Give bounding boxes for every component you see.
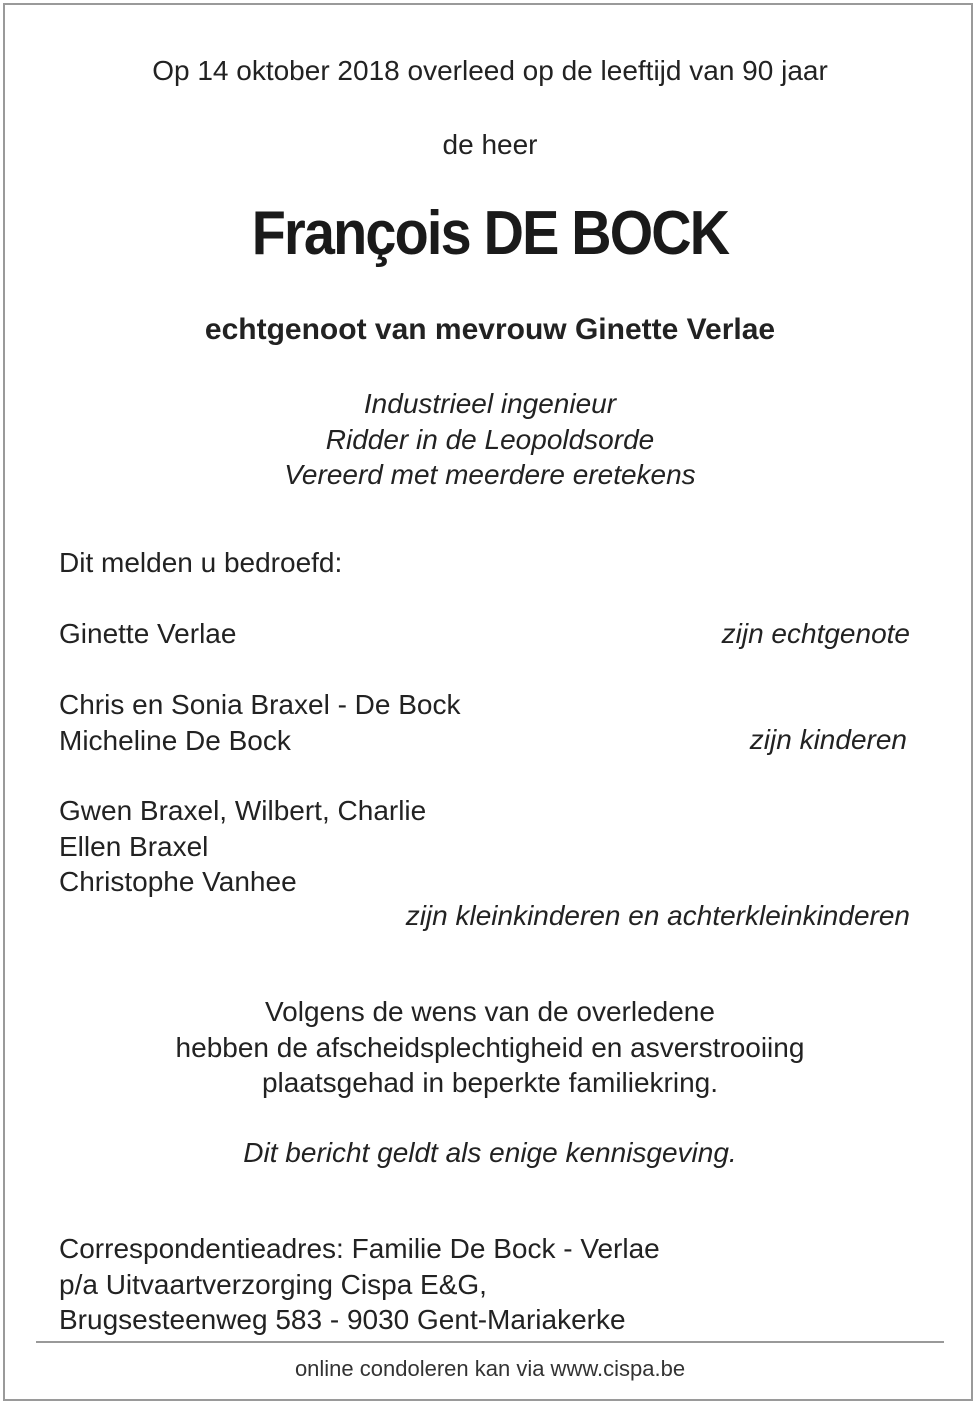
funeral-wish-paragraph bbox=[0, 994, 980, 1101]
deceased-name: François DE BOCK bbox=[251, 199, 729, 268]
address-line: p/a Uitvaartverzorging Cispa E&G, bbox=[59, 1268, 487, 1300]
mourner-grandchild-name: Ellen Braxel bbox=[59, 830, 209, 862]
death-announcement-intro: Op 14 oktober 2018 overleed op de leeftijd van 90 jaar bbox=[152, 55, 828, 86]
mourner-child-name: Chris en Sonia Braxel - De Bock bbox=[59, 689, 461, 720]
mourner-child-name: Micheline De Bock bbox=[59, 724, 291, 756]
online-condolence-footer: online condoleren kan via www.cispa.be bbox=[294, 1356, 686, 1381]
mourners-announcement: Dit melden u bedroefd: bbox=[59, 547, 343, 578]
sole-notice-line: Dit bericht geldt als enige kennisgeving. bbox=[243, 1137, 737, 1168]
wish-line: Volgens de wens van de overledene bbox=[265, 996, 715, 1027]
footer-divider bbox=[36, 1341, 944, 1343]
wish-line: hebben de afscheidsplechtigheid en asverstrooiing bbox=[175, 1031, 805, 1063]
mourner-grandchild-name: Gwen Braxel, Wilbert, Charlie bbox=[59, 795, 427, 826]
honors-list bbox=[0, 386, 980, 493]
mourner-children-relation: zijn kinderen bbox=[749, 724, 907, 755]
honor-item: Industrieel ingenieur bbox=[363, 388, 617, 419]
wish-line: plaatsgehad in beperkte familiekring. bbox=[261, 1067, 719, 1098]
address-line: Correspondentieadres: Familie De Bock - Verlae bbox=[59, 1233, 660, 1264]
honor-item: Vereerd met meerdere eretekens bbox=[284, 459, 696, 490]
mourner-spouse-relation: zijn echtgenote bbox=[721, 618, 910, 649]
honor-item: Ridder in de Leopoldsorde bbox=[325, 423, 655, 455]
spouse-line: echtgenoot van mevrouw Ginette Verlae bbox=[204, 313, 776, 346]
salutation: de heer bbox=[442, 129, 538, 160]
mourner-grandchildren-names bbox=[59, 793, 929, 900]
mourner-grandchild-name: Christophe Vanhee bbox=[59, 866, 297, 897]
mourner-grandchildren-relation: zijn kleinkinderen en achterkleinkinderen bbox=[405, 900, 910, 931]
address-line: Brugsesteenweg 583 - 9030 Gent-Mariakerke bbox=[59, 1304, 626, 1335]
mourner-spouse-name: Ginette Verlae bbox=[59, 618, 237, 649]
correspondence-address bbox=[59, 1231, 929, 1338]
